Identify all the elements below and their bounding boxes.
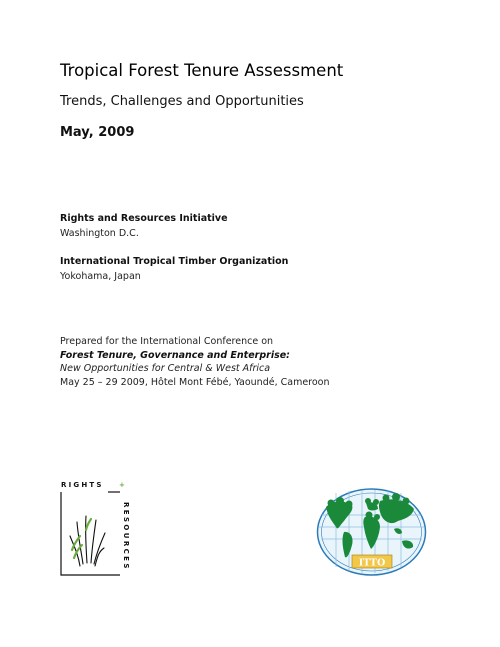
organization-block-itto xyxy=(60,256,288,282)
itto-label: ITTO xyxy=(358,557,386,569)
document-subtitle: Trends, Challenges and Opportunities xyxy=(60,94,304,109)
rr-logo-word-side: RESOURCES xyxy=(122,502,130,571)
conference-dates-location: May 25 – 29 2009, Hôtel Mont Fébé, Yaoundé, Cameroon xyxy=(60,376,330,388)
organization-location: Washington D.C. xyxy=(60,228,139,239)
conference-subtitle: New Opportunities for Central & West Africa xyxy=(60,363,271,375)
rr-logo-plus: + xyxy=(119,481,125,489)
itto-logo xyxy=(316,487,427,577)
prepared-intro: Prepared for the International Conference on xyxy=(60,336,274,347)
rights-resources-logo xyxy=(60,478,140,578)
organization-name: International Tropical Timber Organization xyxy=(60,256,289,267)
rr-logo-word-top: RIGHTS xyxy=(61,481,104,489)
organization-block-rri xyxy=(60,213,228,239)
prepared-for-block xyxy=(60,335,330,389)
document-title: Tropical Forest Tenure Assessment xyxy=(60,61,344,80)
document-date: May, 2009 xyxy=(60,125,135,140)
conference-title: Forest Tenure, Governance and Enterprise: xyxy=(60,349,290,361)
organization-location: Yokohama, Japan xyxy=(60,271,141,282)
organization-name: Rights and Resources Initiative xyxy=(60,213,228,224)
